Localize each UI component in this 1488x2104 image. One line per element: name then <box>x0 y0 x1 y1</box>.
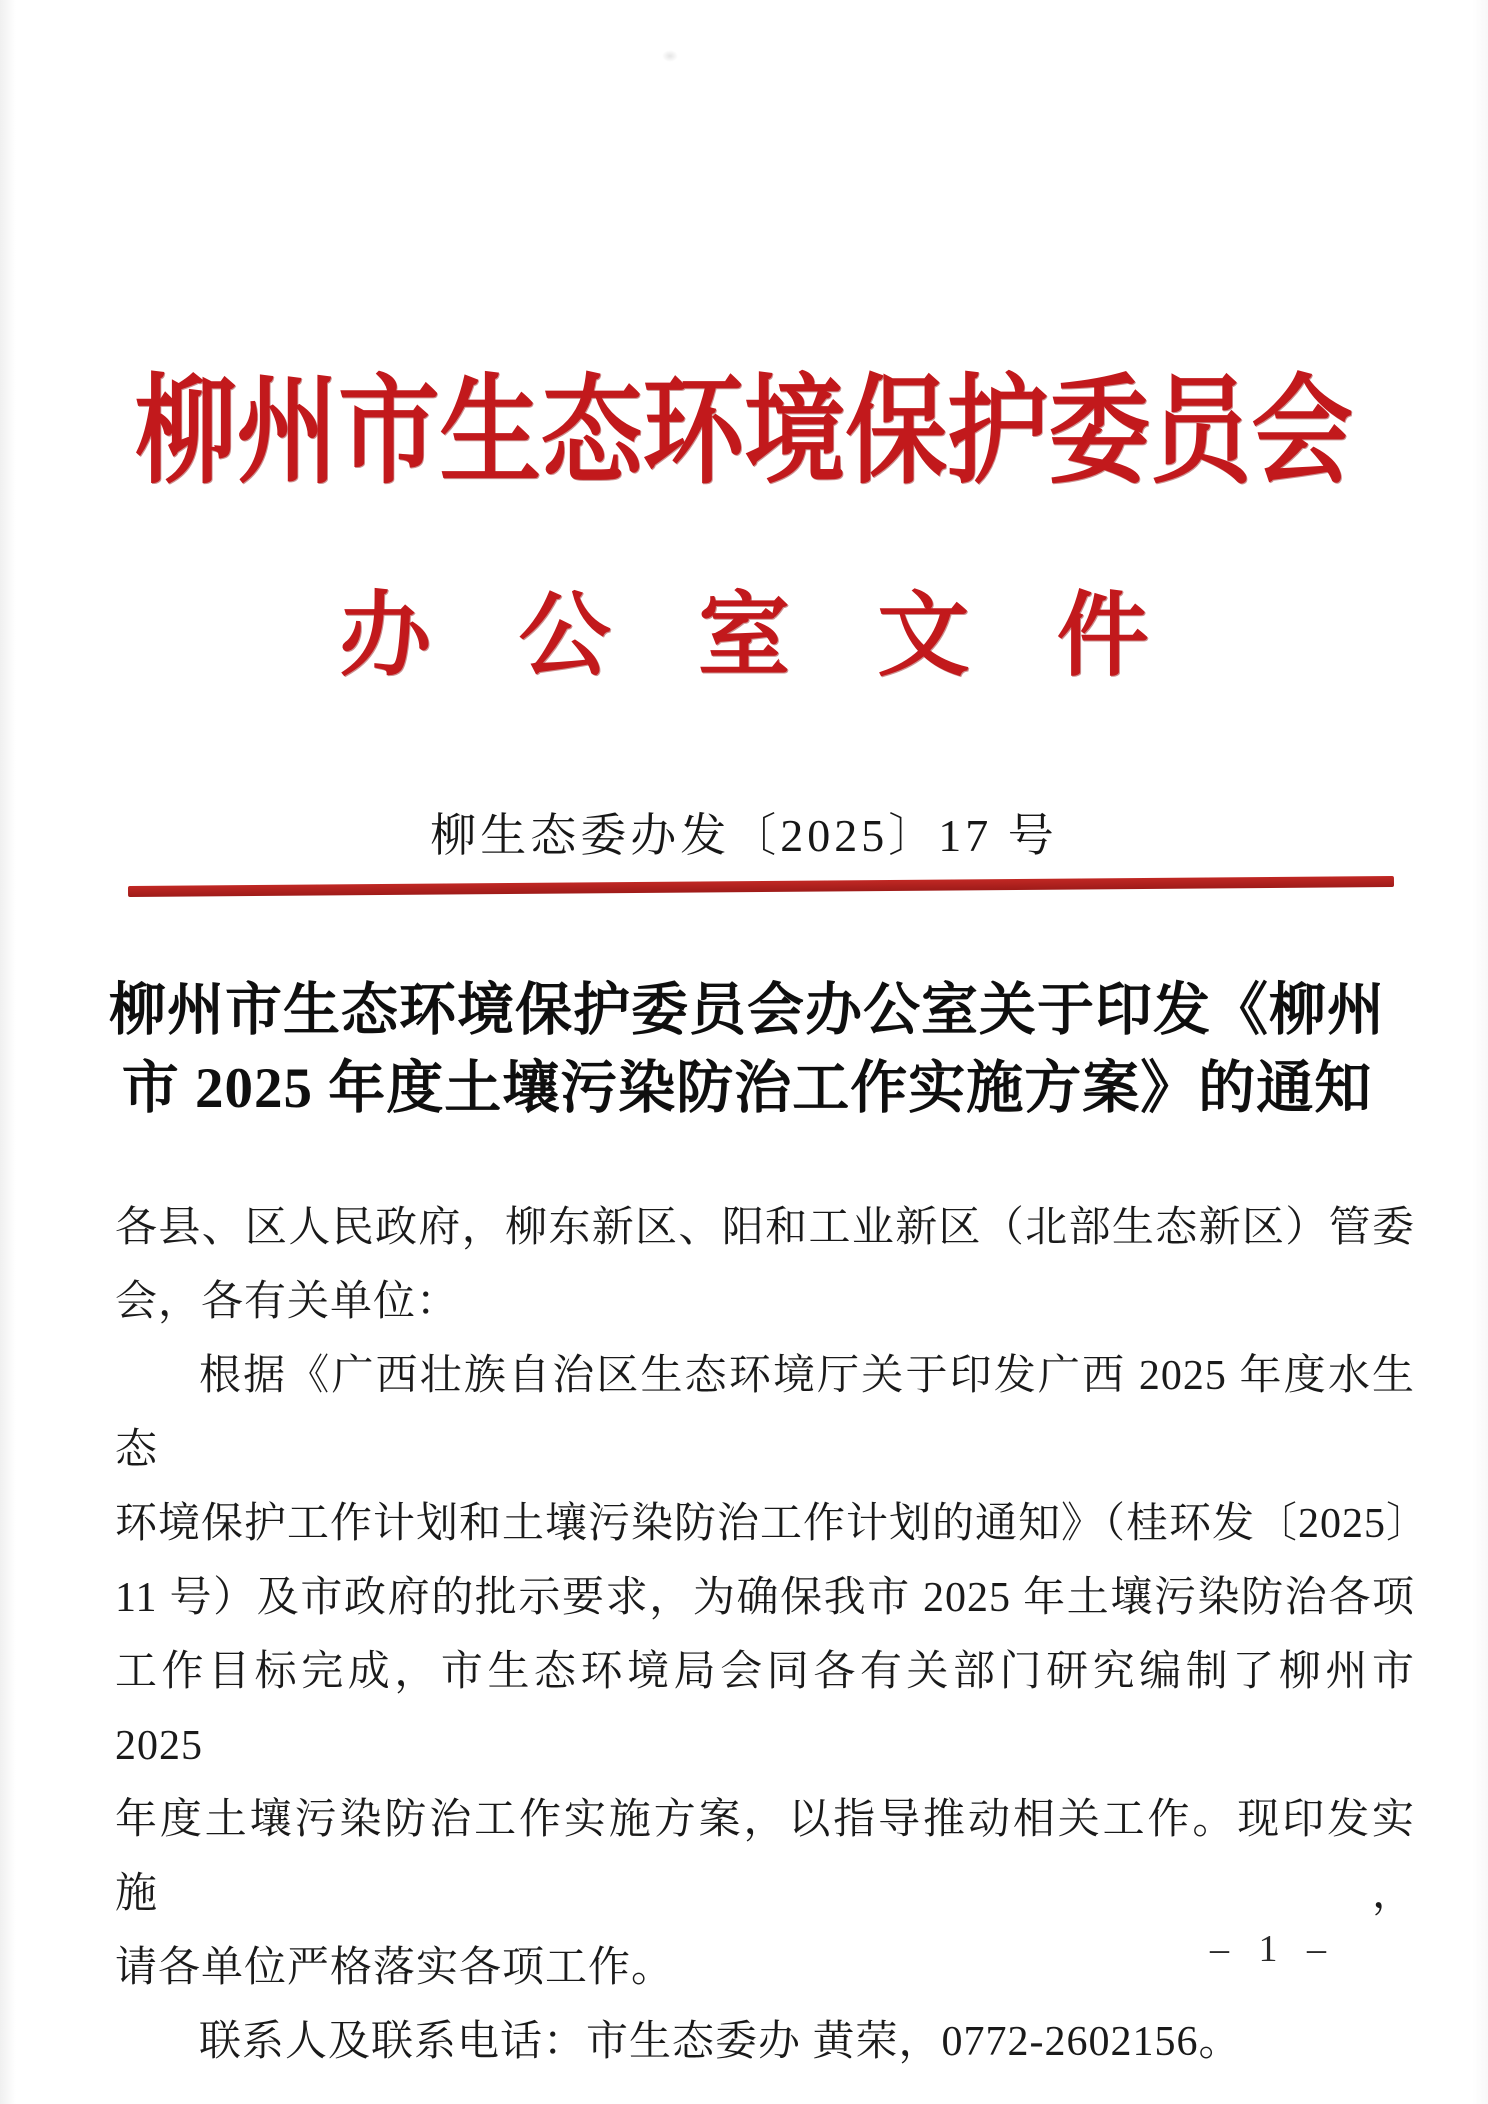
doc-type-title: 办公室文件 <box>339 585 1237 687</box>
doc-reference-number: 柳生态委办发〔2025〕17 号 <box>430 810 1058 861</box>
document-title-line2: 市 2025 年度土壤污染防治工作实施方案》的通知 <box>121 1057 1373 1120</box>
body-line: 工作目标完成，市生态环境局会同各有关部门研究编制了柳州市 2025 <box>115 1649 1415 1769</box>
page-number: – 1 – <box>1210 1928 1336 1970</box>
scan-smudge <box>662 50 678 62</box>
body-line: 环境保护工作计划和土壤污染防治工作计划的通知》（桂环发〔2025〕 <box>115 1501 1430 1547</box>
body-line: 请各单位严格落实各项工作。 <box>115 1945 675 1991</box>
issuing-org-title: 柳州市生态环境保护委员会 <box>135 367 1353 498</box>
document-title-line1: 柳州市生态环境保护委员会办公室关于印发《柳州 <box>109 979 1385 1042</box>
red-divider-rule <box>128 876 1394 897</box>
body-line: 年度土壤污染防治工作实施方案，以指导推动相关工作。现印发实施， <box>115 1797 1415 1917</box>
body-line: 各县、区人民政府，柳东新区、阳和工业新区（北部生态新区）管委 <box>115 1205 1415 1251</box>
body-line: 11 号）及市政府的批示要求，为确保我市 2025 年土壤污染防治各项 <box>115 1575 1415 1621</box>
body-line: 联系人及联系电话：市生态委办 黄荣，0772-2602156。 <box>199 2019 1242 2065</box>
body-line: 根据《广西壮族自治区生态环境厅关于印发广西 2025 年度水生态 <box>115 1353 1415 1473</box>
document-title <box>94 972 1400 1128</box>
body-line: 会，各有关单位： <box>115 1279 460 1325</box>
